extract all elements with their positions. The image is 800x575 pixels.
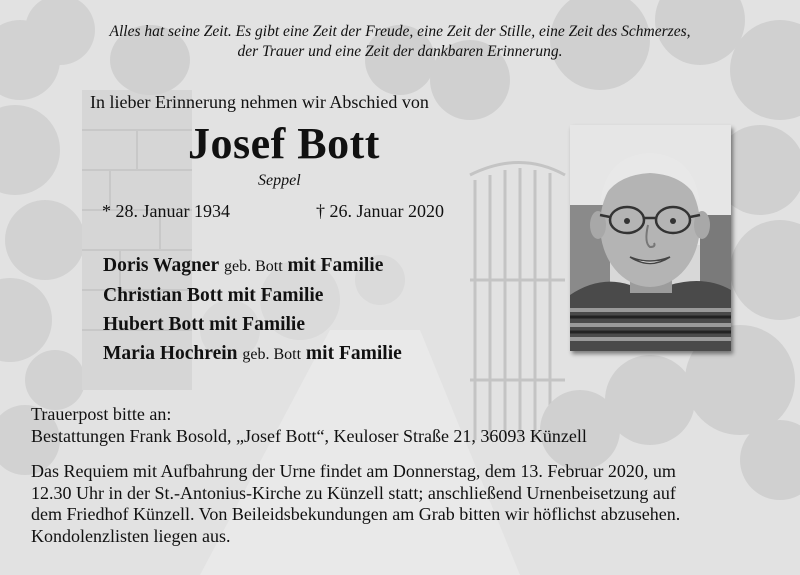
mourner-entry: Hubert Bott mit Familie [103, 314, 305, 335]
condolence-address: Bestattungen Frank Bosold, „Josef Bott“, Keuloser Straße 21, 36093 Künzell [31, 426, 587, 446]
requiem-line-1: Das Requiem mit Aufbahrung der Urne findet am Donnerstag, dem 13. Februar 2020, um [31, 461, 676, 481]
portrait-photo [570, 125, 731, 351]
motto-verse [40, 22, 760, 62]
motto-line-2: der Trauer und eine Zeit der dankbaren Erinnerung. [237, 43, 563, 60]
portrait-image [570, 125, 731, 351]
condolence-address-block [31, 403, 587, 447]
mourner-birth-name: geb. Bott [242, 346, 302, 363]
intro-text: In lieber Erinnerung nehmen wir Abschied von [90, 92, 429, 112]
deceased-name: Josef Bott [188, 119, 380, 168]
mourner-entry [103, 339, 402, 369]
motto-line-1: Alles hat seine Zeit. Es gibt eine Zeit der Freude, eine Zeit der Stille, eine Zeit des Schmerzes, [109, 23, 691, 40]
death-date: † 26. Januar 2020 [316, 201, 444, 221]
birth-date: * 28. Januar 1934 [102, 201, 230, 221]
mourner-birth-name: geb. Bott [223, 258, 283, 275]
mourner-name: Doris Wagner [103, 255, 220, 276]
mourner-suffix: mit Familie [287, 255, 384, 276]
mourner-suffix: mit Familie [305, 343, 402, 364]
condolence-address-label: Trauerpost bitte an: [31, 404, 172, 424]
mourner-entry: Christian Bott mit Familie [103, 285, 324, 306]
mourners-list [103, 251, 402, 369]
requiem-line-2: 12.30 Uhr in der St.-Antonius-Kirche zu Künzell statt; anschließend Urnenbeisetzung auf [31, 482, 676, 503]
requiem-notice [31, 461, 773, 547]
requiem-line-4: Kondolenzlisten liegen aus. [31, 525, 231, 546]
requiem-line-3: dem Friedhof Künzell. Von Beileidsbekundungen am Grab bitten wir höflichst abzusehen. [31, 504, 681, 524]
mourner-entry [103, 251, 402, 281]
mourner-name: Maria Hochrein [103, 343, 238, 364]
deceased-nickname: Seppel [258, 172, 301, 189]
